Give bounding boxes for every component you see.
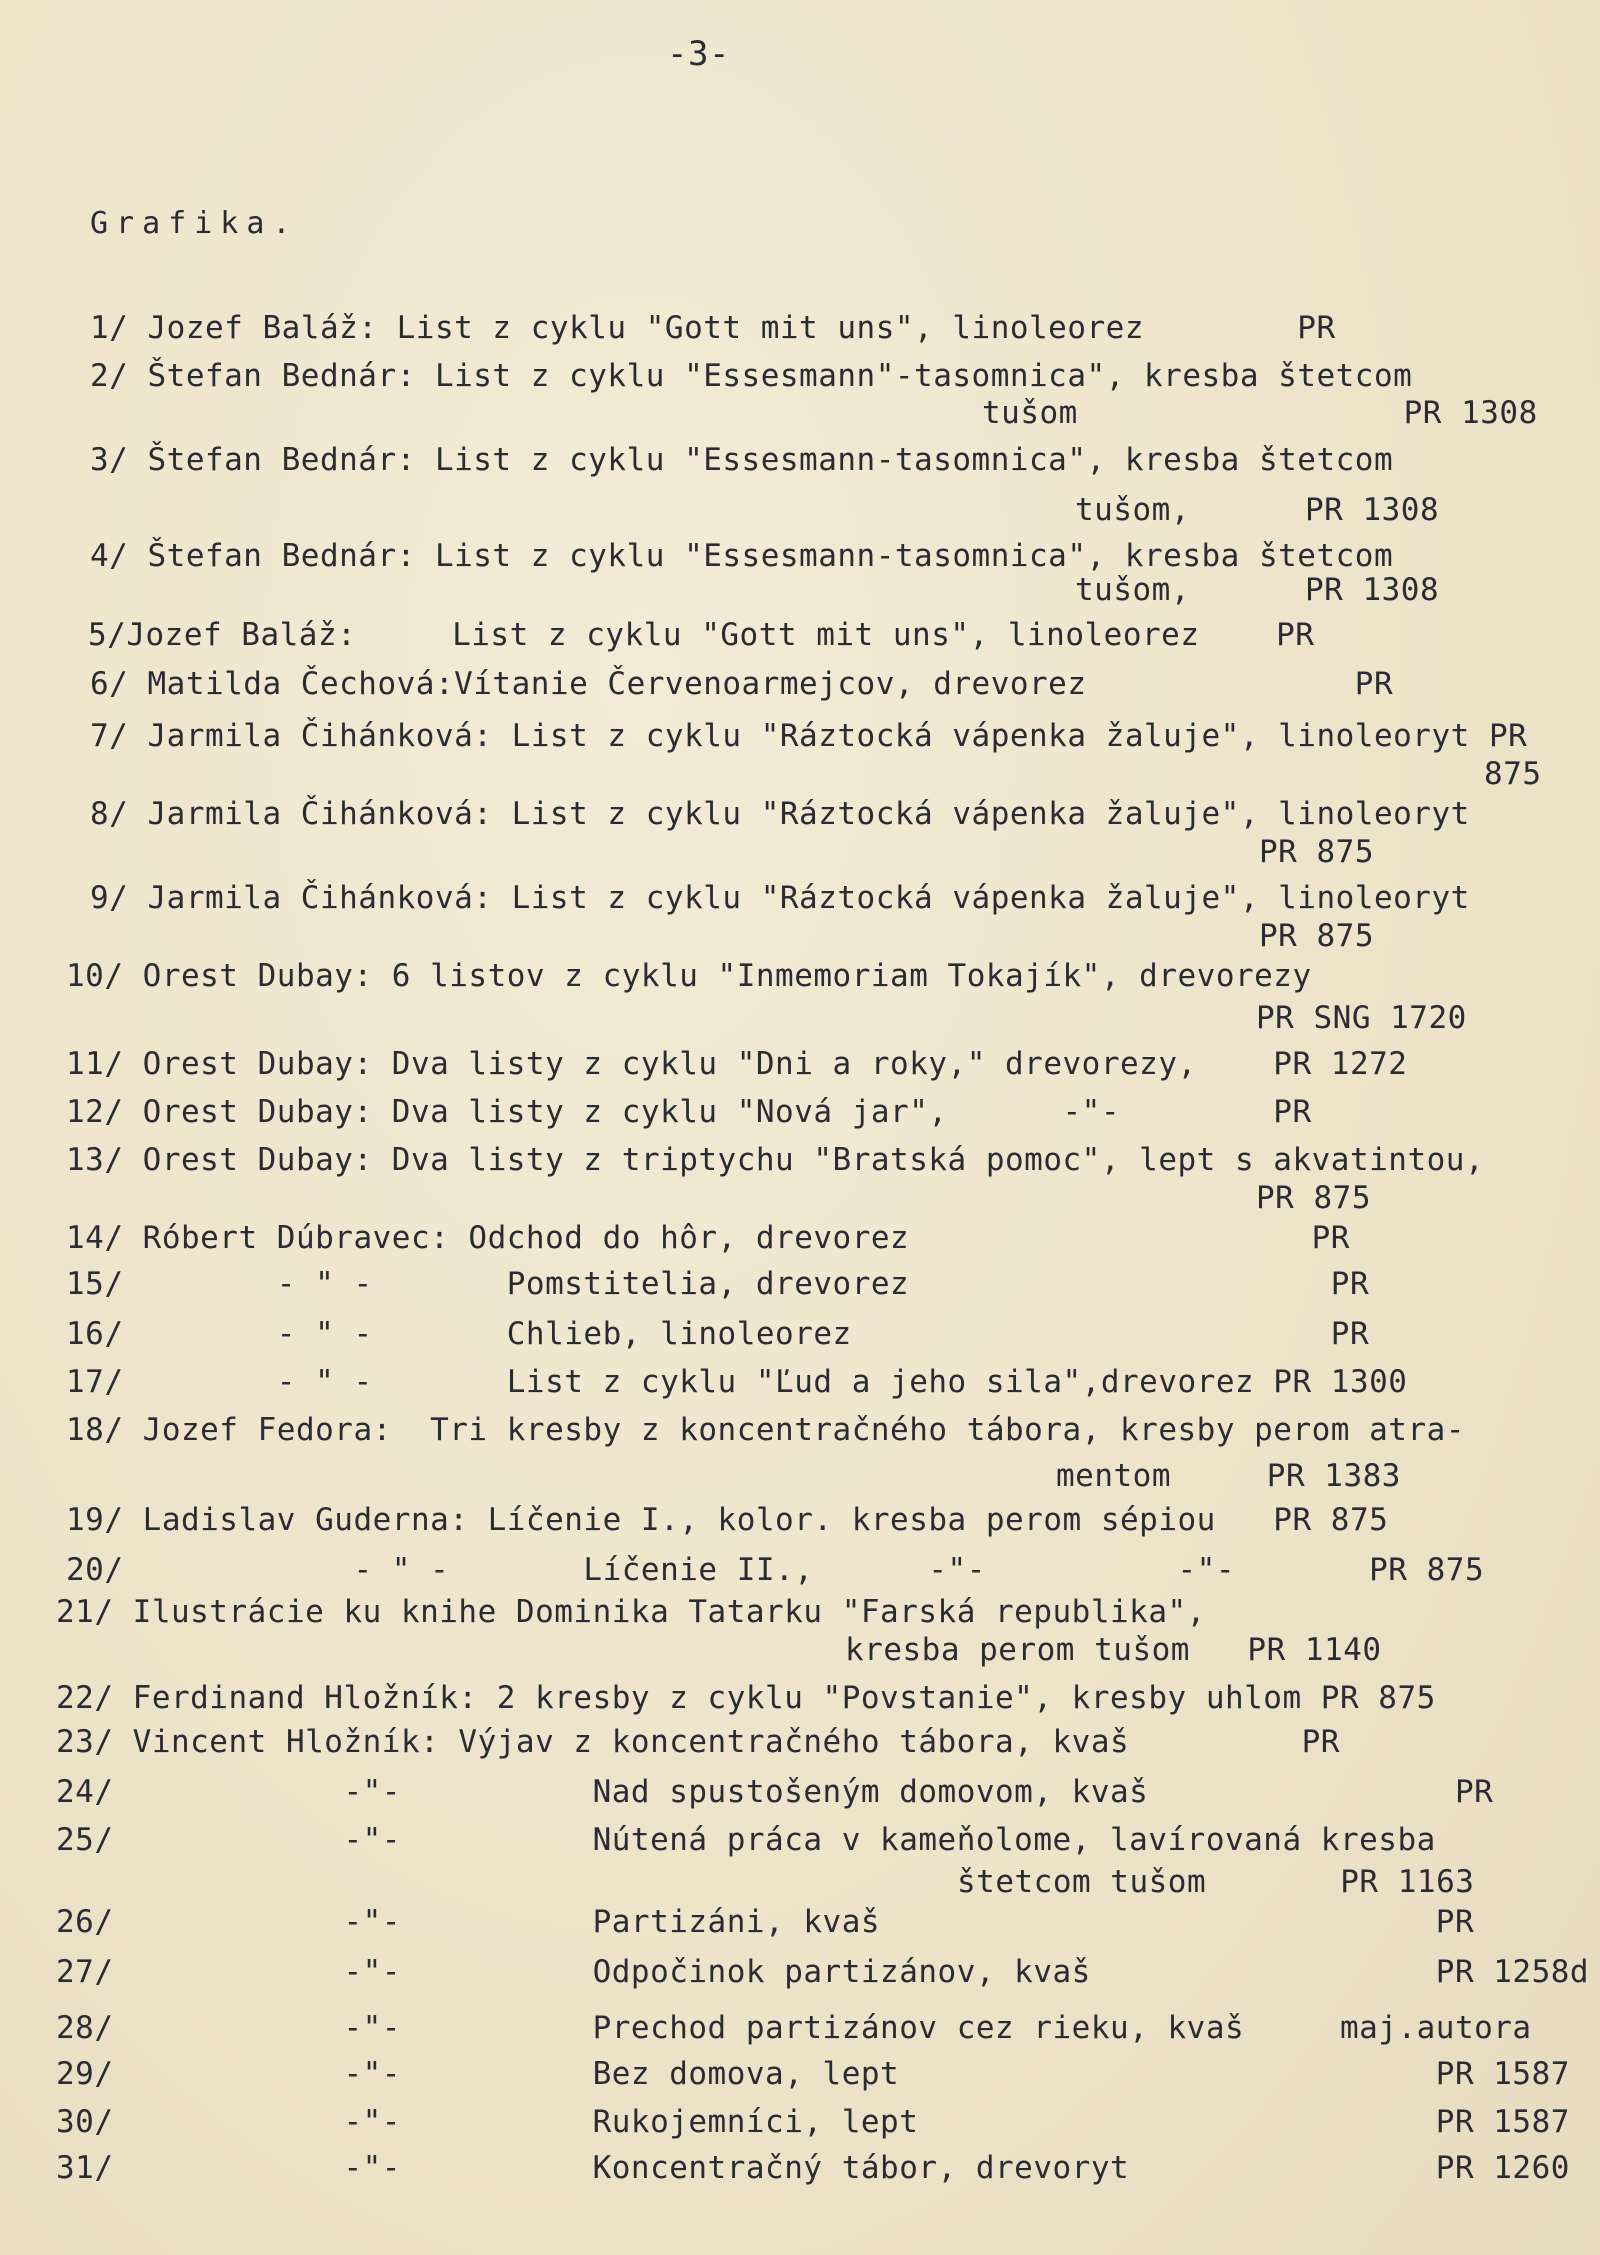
entry-continuation: PR 875 xyxy=(1256,1180,1371,1216)
entry-continuation: tušom, PR 1308 xyxy=(1075,492,1440,528)
entry-continuation: PR SNG 1720 xyxy=(1256,1000,1467,1036)
entry-line: 27/ -"- Odpočinok partizánov, kvaš PR 1258d xyxy=(56,1954,1590,1990)
entry-line: 29/ -"- Bez domova, lept PR 1587 xyxy=(56,2056,1570,2092)
entry-line: 19/ Ladislav Guderna: Líčenie I., kolor. kresba perom sépiou PR 875 xyxy=(66,1502,1389,1538)
entry-line: 3/ Štefan Bednár: List z cyklu "Essesmann-tasomnica", kresba štetcom xyxy=(90,442,1394,478)
entry-line: 15/ - " - Pomstitelia, drevorez PR xyxy=(66,1266,1370,1302)
entry-line: 16/ - " - Chlieb, linoleorez PR xyxy=(66,1316,1370,1352)
entry-line: 28/ -"- Prechod partizánov cez rieku, kvaš maj.autora xyxy=(56,2010,1532,2046)
entry-line: 5/Jozef Baláž: List z cyklu "Gott mit uns", linoleorez PR xyxy=(88,617,1315,653)
entry-line: 9/ Jarmila Čihánková: List z cyklu "Ráztocká vápenka žaluje", linoleoryt xyxy=(90,880,1470,916)
section-title: Grafika. xyxy=(90,206,299,241)
entry-line: 1/ Jozef Baláž: List z cyklu "Gott mit uns", linoleorez PR xyxy=(90,310,1336,346)
entry-line: 8/ Jarmila Čihánková: List z cyklu "Ráztocká vápenka žaluje", linoleoryt xyxy=(90,796,1470,832)
entry-line: 2/ Štefan Bednár: List z cyklu "Essesmann"-tasomnica", kresba štetcom xyxy=(90,358,1413,394)
entry-continuation: 875 xyxy=(1484,756,1542,792)
entry-line: 10/ Orest Dubay: 6 listov z cyklu "Inmemoriam Tokajík", drevorezy xyxy=(66,958,1312,994)
entry-continuation: kresba perom tušom PR 1140 xyxy=(845,1632,1382,1668)
entry-line: 18/ Jozef Fedora: Tri kresby z koncentračného tábora, kresby perom atra- xyxy=(66,1412,1465,1448)
entry-line: 14/ Róbert Dúbravec: Odchod do hôr, drevorez PR xyxy=(66,1220,1350,1256)
entry-continuation: PR 875 xyxy=(1259,834,1374,870)
entry-line: 11/ Orest Dubay: Dva listy z cyklu "Dni a roky," drevorezy, PR 1272 xyxy=(66,1046,1408,1082)
page-number: -3- xyxy=(667,34,730,74)
entry-continuation: tušom, PR 1308 xyxy=(1075,572,1440,608)
entry-line: 26/ -"- Partizáni, kvaš PR xyxy=(56,1904,1475,1940)
entry-line: 23/ Vincent Hložník: Výjav z koncentračného tábora, kvaš PR xyxy=(56,1724,1340,1760)
entry-line: 21/ Ilustrácie ku knihe Dominika Tatarku "Farská republika", xyxy=(56,1594,1206,1630)
entry-line: 6/ Matilda Čechová:Vítanie Červenoarmejcov, drevorez PR xyxy=(90,666,1394,702)
entry-line: 12/ Orest Dubay: Dva listy z cyklu "Nová jar", -"- PR xyxy=(66,1094,1312,1130)
entry-line: 31/ -"- Koncentračný tábor, drevoryt PR 1260 xyxy=(56,2150,1570,2186)
entry-line: 22/ Ferdinand Hložník: 2 kresby z cyklu "Povstanie", kresby uhlom PR 875 xyxy=(56,1680,1436,1716)
entry-continuation: mentom PR 1383 xyxy=(1056,1458,1401,1494)
entry-line: 4/ Štefan Bednár: List z cyklu "Essesmann-tasomnica", kresba štetcom xyxy=(90,538,1394,574)
entry-line: 17/ - " - List z cyklu "Ľud a jeho sila",drevorez PR 1300 xyxy=(66,1364,1408,1400)
entry-line: 7/ Jarmila Čihánková: List z cyklu "Ráztocká vápenka žaluje", linoleoryt PR xyxy=(90,718,1528,754)
entry-line: 30/ -"- Rukojemníci, lept PR 1587 xyxy=(56,2104,1570,2140)
entry-line: 25/ -"- Nútená práca v kameňolome, lavírovaná kresba xyxy=(56,1822,1436,1858)
entry-continuation: PR 875 xyxy=(1259,918,1374,954)
entry-continuation: tušom PR 1308 xyxy=(982,395,1538,431)
entry-continuation: štetcom tušom PR 1163 xyxy=(957,1864,1475,1900)
entry-line: 20/ - " - Líčenie II., -"- -"- PR 875 xyxy=(66,1552,1485,1588)
entry-line: 24/ -"- Nad spustošeným domovom, kvaš PR xyxy=(56,1774,1494,1810)
entry-line: 13/ Orest Dubay: Dva listy z triptychu "Bratská pomoc", lept s akvatintou, xyxy=(66,1142,1485,1178)
